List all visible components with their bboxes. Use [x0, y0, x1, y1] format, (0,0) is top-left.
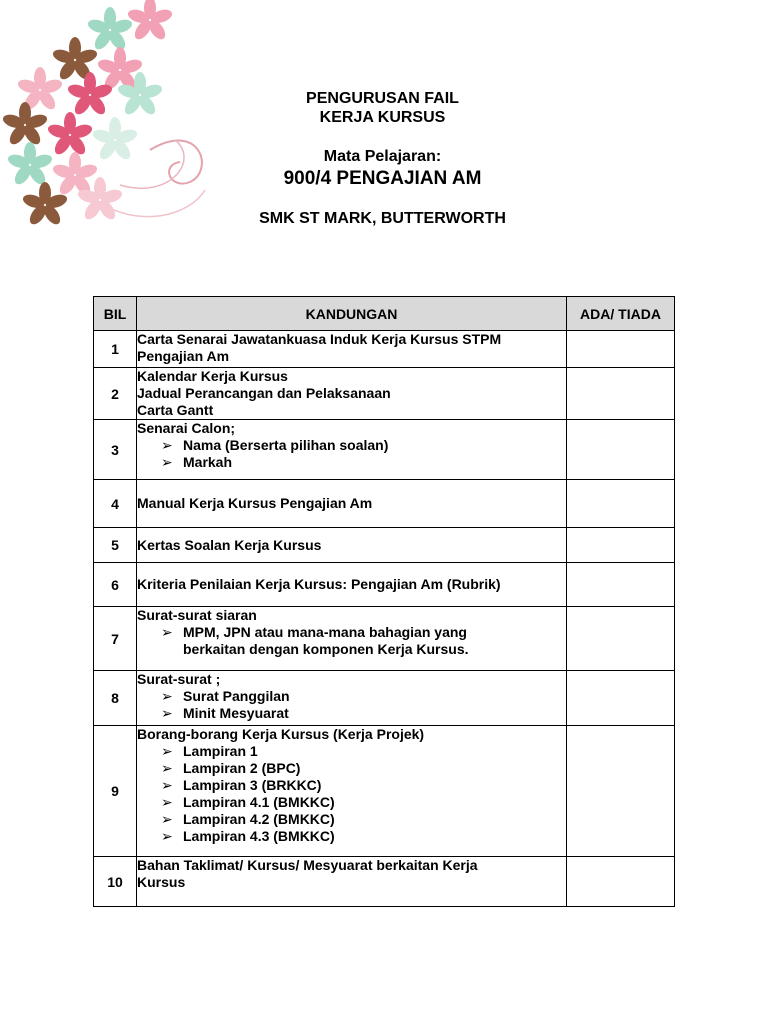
row-number: 8 [94, 671, 137, 726]
status-checkbox-cell[interactable] [567, 331, 675, 368]
status-checkbox-cell[interactable] [567, 528, 675, 563]
status-checkbox-cell[interactable] [567, 607, 675, 671]
table-row [94, 563, 675, 607]
arrowhead-bullet-icon: ➢ [161, 743, 173, 759]
status-checkbox-cell[interactable] [567, 563, 675, 607]
bullet-item [159, 641, 566, 658]
arrowhead-bullet-icon: ➢ [161, 828, 173, 844]
bullet-item [159, 454, 566, 471]
row-number: 4 [94, 480, 137, 528]
row-content [137, 671, 567, 726]
content-line: Senarai Calon; [137, 420, 236, 436]
content-line: Kalendar Kerja Kursus [137, 368, 288, 384]
bullet-text: Lampiran 4.1 (BMKKC) [183, 794, 335, 810]
table-row [94, 331, 675, 368]
bullet-text: Minit Mesyuarat [183, 705, 289, 721]
column-header-status [567, 297, 675, 331]
table-row [94, 857, 675, 907]
bullet-text: Surat Panggilan [183, 688, 290, 704]
bullet-item [159, 811, 566, 828]
status-checkbox-cell[interactable] [567, 726, 675, 857]
arrowhead-bullet-icon: ➢ [161, 454, 173, 470]
content-line: Borang-borang Kerja Kursus (Kerja Projek) [137, 726, 425, 742]
arrowhead-bullet-icon: ➢ [161, 437, 173, 453]
column-header-status-label: ADA/ TIADA [580, 305, 661, 322]
row-content [137, 726, 567, 857]
arrowhead-bullet-icon: ➢ [161, 760, 173, 776]
row-content [137, 607, 567, 671]
row-number: 6 [94, 563, 137, 607]
arrowhead-bullet-icon: ➢ [161, 811, 173, 827]
row-content [137, 368, 567, 420]
status-checkbox-cell[interactable] [567, 420, 675, 480]
bullet-text: Markah [183, 454, 233, 470]
row-content [137, 420, 567, 480]
row-number: 2 [94, 368, 137, 420]
bullet-list [137, 437, 566, 471]
subject-title: 900/4 PENGAJIAN AM [283, 168, 482, 189]
content-line: Kursus [137, 874, 186, 890]
bullet-text: Nama (Berserta pilihan soalan) [183, 437, 389, 453]
table-row [94, 607, 675, 671]
bullet-item [159, 705, 566, 722]
bullet-item [159, 688, 566, 705]
content-line: Carta Senarai Jawatankuasa Induk Kerja Kursus STPM [137, 331, 502, 347]
bullet-list [137, 688, 566, 722]
status-checkbox-cell[interactable] [567, 857, 675, 907]
row-number: 10 [94, 857, 137, 907]
checklist-table [93, 296, 675, 907]
row-number: 1 [94, 331, 137, 368]
subject-label: Mata Pelajaran: [323, 148, 442, 165]
bullet-list [137, 743, 566, 845]
content-line: Surat-surat ; [137, 671, 221, 687]
row-number: 5 [94, 528, 137, 563]
bullet-text: berkaitan dengan komponen Kerja Kursus. [183, 641, 469, 657]
bullet-item [159, 828, 566, 845]
bullet-text: Lampiran 4.3 (BMKKC) [183, 828, 335, 844]
bullet-item [159, 743, 566, 760]
content-line: Manual Kerja Kursus Pengajian Am [137, 495, 373, 511]
content-line: Bahan Taklimat/ Kursus/ Mesyuarat berkaitan Kerja [137, 857, 478, 873]
content-line: Kriteria Penilaian Kerja Kursus: Pengajian Am (Rubrik) [137, 576, 501, 592]
table-body [94, 331, 675, 907]
table-row [94, 528, 675, 563]
content-line: Kertas Soalan Kerja Kursus [137, 536, 322, 553]
arrowhead-bullet-icon: ➢ [161, 705, 173, 721]
table-row [94, 726, 675, 857]
arrowhead-bullet-icon: ➢ [161, 624, 173, 640]
title-line-2: KERJA KURSUS [319, 109, 446, 126]
status-checkbox-cell[interactable] [567, 368, 675, 420]
row-content [137, 857, 567, 907]
arrowhead-bullet-icon: ➢ [161, 794, 173, 810]
bullet-text: Lampiran 1 [183, 743, 258, 759]
table-row [94, 368, 675, 420]
bullet-item [159, 777, 566, 794]
content-line: Pengajian Am [137, 348, 230, 364]
row-number: 7 [94, 607, 137, 671]
bullet-text: Lampiran 4.2 (BMKKC) [183, 811, 335, 827]
row-content [137, 480, 567, 528]
row-number: 3 [94, 420, 137, 480]
bullet-item [159, 624, 566, 641]
bullet-list [137, 624, 566, 658]
table-row [94, 480, 675, 528]
row-content [137, 563, 567, 607]
bullet-text: MPM, JPN atau mana-mana bahagian yang [183, 624, 467, 640]
table-row [94, 420, 675, 480]
bullet-item [159, 760, 566, 777]
school-name: SMK ST MARK, BUTTERWORTH [259, 210, 506, 227]
bullet-text: Lampiran 3 (BRKKC) [183, 777, 322, 793]
column-header-content: KANDUNGAN [137, 297, 567, 331]
row-number: 9 [94, 726, 137, 857]
row-content [137, 331, 567, 368]
title-line-1: PENGURUSAN FAIL [306, 90, 459, 107]
arrowhead-bullet-icon: ➢ [161, 777, 173, 793]
content-line: Carta Gantt [137, 402, 214, 418]
row-content [137, 528, 567, 563]
column-header-bil: BIL [94, 297, 137, 331]
table-row [94, 671, 675, 726]
table-header-row [94, 297, 675, 331]
content-line: Surat-surat siaran [137, 607, 257, 623]
content-line: Jadual Perancangan dan Pelaksanaan [137, 385, 391, 401]
status-checkbox-cell[interactable] [567, 671, 675, 726]
bullet-item [159, 437, 566, 454]
status-checkbox-cell[interactable] [567, 480, 675, 528]
bullet-item [159, 794, 566, 811]
arrowhead-bullet-icon: ➢ [161, 688, 173, 704]
bullet-text: Lampiran 2 (BPC) [183, 760, 301, 776]
